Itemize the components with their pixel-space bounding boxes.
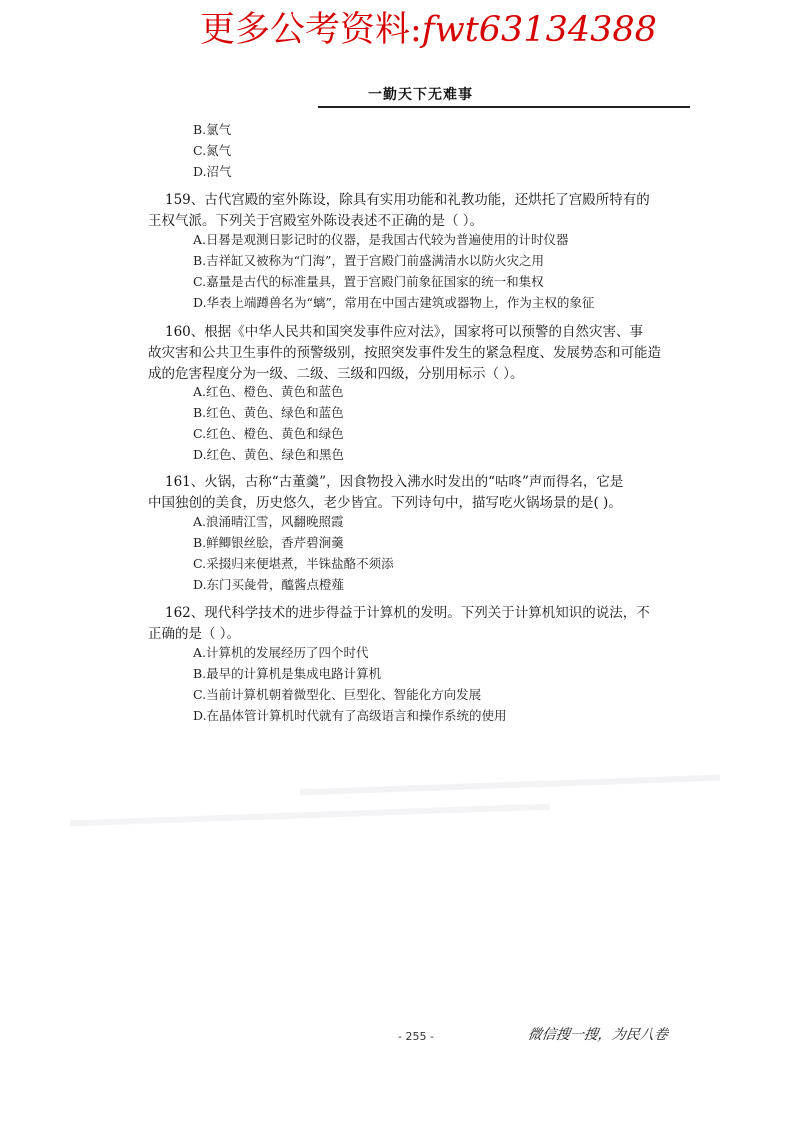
option-b-prev: B.氯气 <box>193 122 232 137</box>
question-159-option-c: C.嘉量是古代的标准量具，置于宫殿门前象征国家的统一和集权 <box>193 274 544 289</box>
header-motto: 一勤天下无难事 <box>368 87 473 103</box>
question-161-option-c: C.采掇归来便堪煮，半铢盐酪不须添 <box>193 556 394 571</box>
question-161-option-d: D.东门买彘骨，醯酱点橙薤 <box>193 577 345 592</box>
bleed-through-mark-2 <box>70 804 550 827</box>
question-161-option-a: A.浪涌晴江雪，风翻晚照霞 <box>193 514 344 529</box>
question-162-line-2: 正确的是（ ）。 <box>148 626 241 642</box>
header-rule <box>318 106 690 108</box>
question-161-option-b: B.鲜鲫银丝脍，香芹碧涧羹 <box>193 535 344 550</box>
question-162-option-a: A.计算机的发展经历了四个时代 <box>193 645 369 660</box>
question-159-line-1: 159、古代宫殿的室外陈设，除具有实用功能和礼教功能，还烘托了宫殿所特有的 <box>165 192 650 208</box>
option-d-prev: D.沼气 <box>193 164 232 179</box>
question-162-option-d: D.在晶体管计算机时代就有了高级语言和操作系统的使用 <box>193 708 507 723</box>
page-number: - 255 - <box>398 1030 434 1043</box>
question-160-line-2: 故灾害和公共卫生事件的预警级别，按照突发事件发生的紧急程度、发展势态和可能造 <box>148 345 661 361</box>
watermark-contact: fwt63134388 <box>421 10 657 50</box>
question-160-line-3: 成的危害程度分为一级、二级、三级和四级，分别用标示（ ）。 <box>148 366 524 382</box>
question-159-option-b: B.吉祥缸又被称为“门海”，置于宫殿门前盛满清水以防火灾之用 <box>193 253 544 268</box>
bleed-through-mark-1 <box>300 775 720 796</box>
question-160-option-a: A.红色、橙色、黄色和蓝色 <box>193 384 344 399</box>
question-159-line-2: 王权气派。下列关于宫殿室外陈设表述不正确的是（ ）。 <box>148 213 484 229</box>
question-162-line-1: 162、现代科学技术的进步得益于计算机的发明。下列关于计算机知识的说法，不 <box>165 605 650 621</box>
question-160-option-d: D.红色、黄色、绿色和黑色 <box>193 447 345 462</box>
watermark <box>200 2 657 52</box>
question-162-option-c: C.当前计算机朝着微型化、巨型化、智能化方向发展 <box>193 687 482 702</box>
question-160-line-1: 160、根据《中华人民共和国突发事件应对法》，国家将可以预警的自然灾害、事 <box>165 324 644 340</box>
question-161-line-1: 161、火锅，古称“古董羹”，因食物投入沸水时发出的“咕咚”声而得名，它是 <box>165 474 624 490</box>
question-162-option-b: B.最早的计算机是集成电路计算机 <box>193 666 382 681</box>
question-160-option-c: C.红色、橙色、黄色和绿色 <box>193 426 344 441</box>
option-c-prev: C.氮气 <box>193 143 232 158</box>
footer-signature: 微信搜一搜，为民八卷 <box>526 1027 669 1043</box>
question-159-option-d: D.华表上端蹲兽名为“螭”，常用在中国古建筑或器物上，作为主权的象征 <box>193 295 595 310</box>
watermark-cn: 更多公考资料: <box>200 10 422 50</box>
question-159-option-a: A.日晷是观测日影记时的仪器，是我国古代较为普遍使用的计时仪器 <box>193 232 569 247</box>
question-160-option-b: B.红色、黄色、绿色和蓝色 <box>193 405 344 420</box>
question-161-line-2: 中国独创的美食，历史悠久，老少皆宜。下列诗句中，描写吃火锅场景的是( )。 <box>148 495 622 511</box>
